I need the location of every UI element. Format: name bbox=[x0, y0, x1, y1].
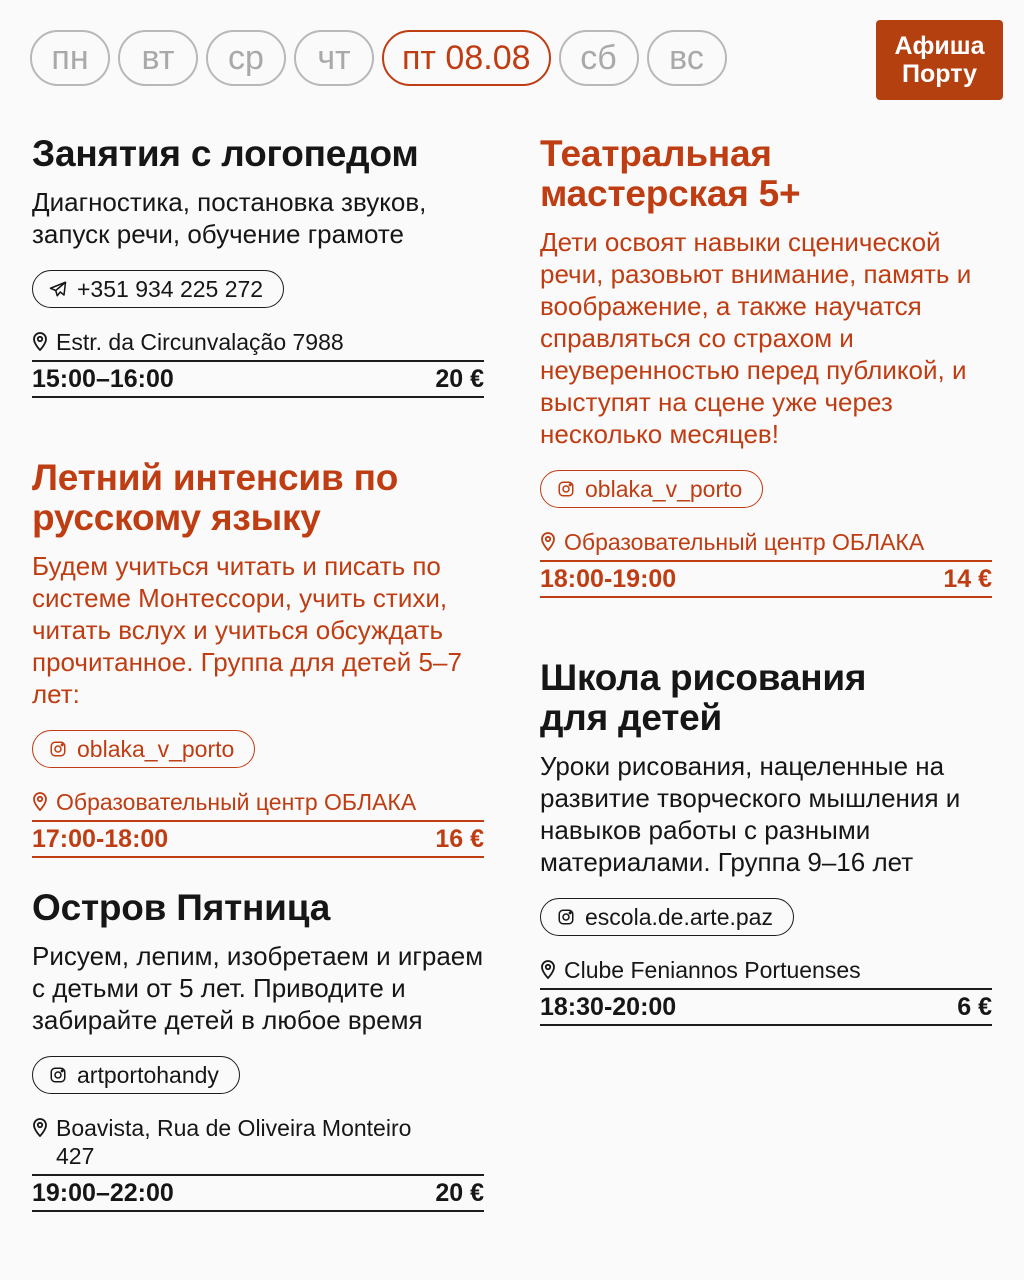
instagram-icon bbox=[557, 480, 575, 498]
day-tabs bbox=[30, 30, 727, 86]
location-text: Образовательный центр ОБЛАКА bbox=[564, 529, 925, 555]
location-pin-icon bbox=[540, 531, 556, 551]
event-time: 19:00–22:00 bbox=[32, 1178, 174, 1207]
location-text: Boavista, Rua de Oliveira Monteiro 427 bbox=[56, 1115, 412, 1169]
time-price-bar bbox=[32, 1174, 484, 1212]
event-time: 18:30-20:00 bbox=[540, 992, 677, 1021]
event-title: Школа рисования для детей bbox=[540, 657, 867, 738]
time-price-bar bbox=[32, 820, 484, 858]
event-card bbox=[32, 888, 484, 1212]
brand-logo bbox=[876, 20, 1003, 100]
contact-text: oblaka_v_porto bbox=[77, 735, 235, 762]
tab-monday[interactable]: пн bbox=[30, 30, 110, 86]
event-description: Будем учиться читать и писать по системе Монтессори, учить стихи, читать вслух и учиться обсуждать прочитанное. Группа для детей 5–7 лет: bbox=[32, 551, 462, 709]
location-text: Образовательный центр ОБЛАКА bbox=[56, 789, 417, 815]
tab-thursday[interactable]: чт bbox=[294, 30, 374, 86]
contact-text: artportohandy bbox=[77, 1061, 219, 1088]
event-description: Рисуем, лепим, изобретаем и играем с детьми от 5 лет. Приводите и забирайте детей в любое время bbox=[32, 941, 484, 1035]
event-contact[interactable] bbox=[32, 270, 284, 308]
event-title: Летний интенсив по русскому языку bbox=[32, 457, 399, 538]
event-time: 18:00-19:00 bbox=[540, 564, 677, 593]
event-contact[interactable] bbox=[540, 898, 794, 936]
instagram-icon bbox=[49, 740, 67, 758]
telegram-icon bbox=[49, 280, 67, 298]
location-text: Clube Feniannos Portuenses bbox=[564, 957, 861, 983]
event-price: 14 € bbox=[943, 564, 992, 593]
event-contact[interactable] bbox=[540, 470, 763, 508]
event-price: 6 € bbox=[957, 992, 992, 1021]
event-contact[interactable] bbox=[32, 730, 255, 768]
brand-line-2: Порту bbox=[902, 60, 977, 88]
location-pin-icon bbox=[32, 791, 48, 811]
event-description: Уроки рисования, нацеленные на развитие творческого мышления и навыков работы с разными материалами. Группа 9–16 лет bbox=[540, 751, 961, 877]
event-location bbox=[32, 328, 484, 356]
contact-text: oblaka_v_porto bbox=[585, 475, 743, 502]
tab-wednesday[interactable]: ср bbox=[206, 30, 286, 86]
event-title: Занятия с логопедом bbox=[32, 133, 419, 174]
instagram-icon bbox=[557, 908, 575, 926]
contact-text: +351 934 225 272 bbox=[77, 275, 264, 302]
location-pin-icon bbox=[32, 331, 48, 351]
event-location bbox=[540, 528, 992, 556]
event-card bbox=[540, 658, 992, 1026]
event-title: Театральная мастерская 5+ bbox=[540, 133, 801, 214]
brand-line-1: Афиша bbox=[894, 32, 985, 60]
event-price: 20 € bbox=[435, 1178, 484, 1207]
event-card bbox=[32, 458, 484, 858]
tab-saturday[interactable]: сб bbox=[559, 30, 639, 86]
event-card bbox=[540, 134, 992, 598]
event-contact[interactable] bbox=[32, 1056, 240, 1094]
event-description: Дети освоят навыки сценической речи, разовьют внимание, память и воображение, а также научатся справляться со страхом и неуверенностью перед публикой, и выступят на сцене уже через несколько месяцев! bbox=[540, 227, 972, 449]
contact-text: escola.de.arte.paz bbox=[585, 903, 773, 930]
time-price-bar bbox=[540, 560, 992, 598]
event-time: 15:00–16:00 bbox=[32, 364, 174, 393]
event-price: 20 € bbox=[435, 364, 484, 393]
event-card bbox=[32, 134, 484, 398]
event-price: 16 € bbox=[435, 824, 484, 853]
event-location bbox=[32, 1114, 484, 1170]
location-pin-icon bbox=[540, 959, 556, 979]
time-price-bar bbox=[32, 360, 484, 398]
time-price-bar bbox=[540, 988, 992, 1026]
location-pin-icon bbox=[32, 1117, 48, 1137]
event-title: Остров Пятница bbox=[32, 887, 331, 928]
tab-friday[interactable]: пт 08.08 bbox=[382, 30, 551, 86]
event-location bbox=[540, 956, 992, 984]
event-location bbox=[32, 788, 484, 816]
location-text: Estr. da Circunvalação 7988 bbox=[56, 329, 344, 355]
tab-sunday[interactable]: вс bbox=[647, 30, 727, 86]
tab-tuesday[interactable]: вт bbox=[118, 30, 198, 86]
instagram-icon bbox=[49, 1066, 67, 1084]
event-time: 17:00-18:00 bbox=[32, 824, 169, 853]
event-description: Диагностика, постановка звуков, запуск речи, обучение грамоте bbox=[32, 187, 427, 249]
